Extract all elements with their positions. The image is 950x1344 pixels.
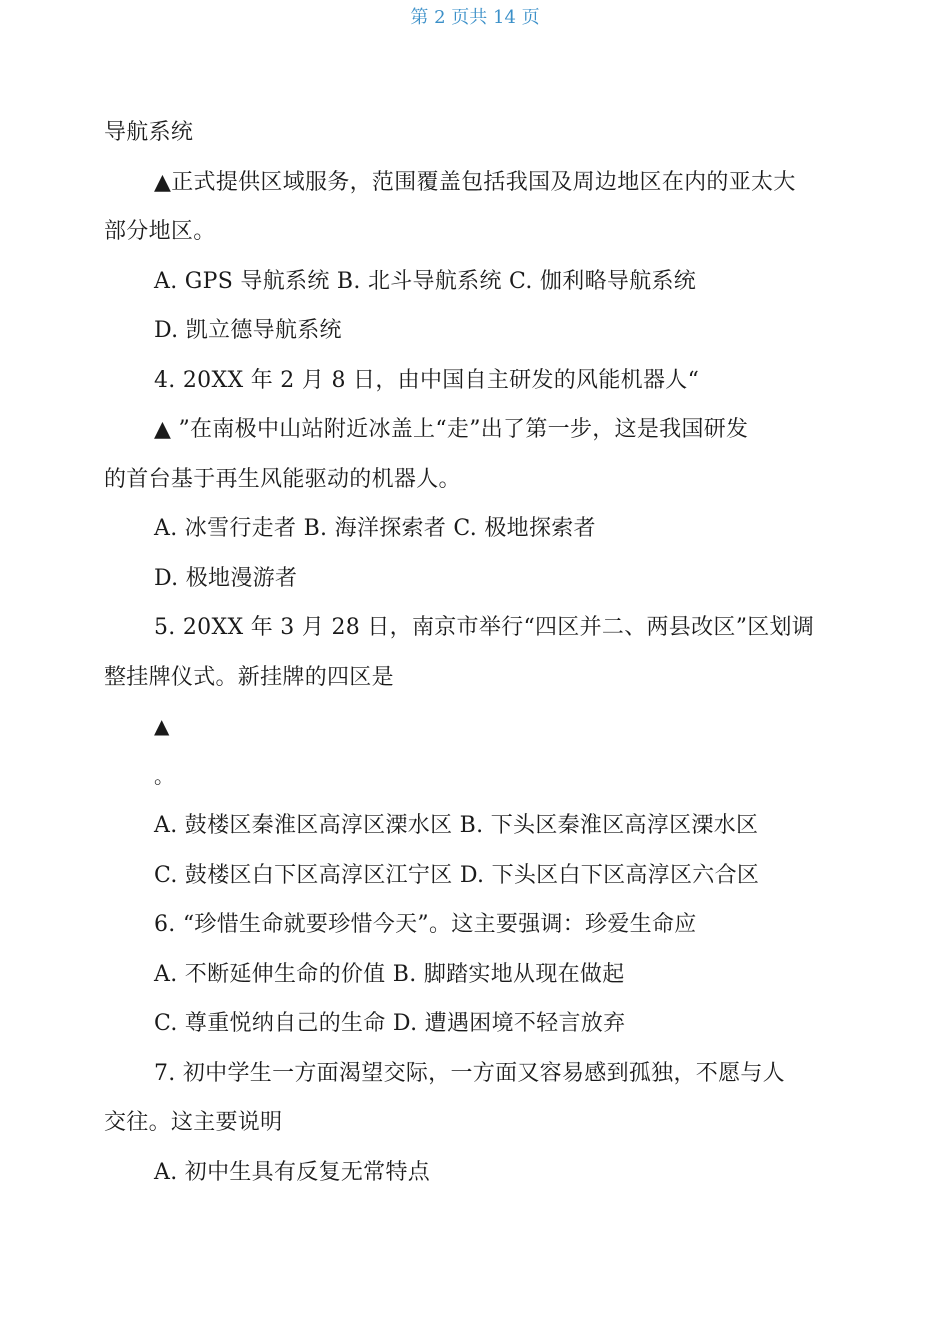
answer-options: C. 尊重悦纳自己的生命 D. 遭遇困境不轻言放弃 bbox=[154, 1011, 626, 1036]
blank-marker: ▲ bbox=[154, 714, 170, 738]
answer-options: A. 初中生具有反复无常特点 bbox=[154, 1159, 431, 1185]
answer-options: A. 不断延伸生命的价值 B. 脚踏实地从现在做起 bbox=[154, 961, 625, 987]
text-line: 。 bbox=[154, 763, 175, 788]
page-indicator: 第 2 页共 14 页 bbox=[410, 7, 540, 28]
document-body bbox=[104, 108, 849, 1197]
text-line: 整挂牌仪式。新挂牌的四区是 bbox=[104, 664, 394, 690]
question-6: 6. “珍惜生命就要珍惜今天”。这主要强调：珍爱生命应 bbox=[154, 912, 697, 937]
answer-options: A. GPS 导航系统 B. 北斗导航系统 C. 伽利略导航系统 bbox=[154, 268, 697, 294]
question-7: 7. 初中学生一方面渴望交际，一方面又容易感到孤独，不愿与人 bbox=[154, 1060, 785, 1086]
answer-options: A. 冰雪行走者 B. 海洋探索者 C. 极地探索者 bbox=[154, 516, 596, 541]
answer-options: A. 鼓楼区秦淮区高淳区溧水区 B. 下头区秦淮区高淳区溧水区 bbox=[154, 813, 759, 838]
text-line: 的首台基于再生风能驱动的机器人。 bbox=[104, 466, 461, 492]
text-line: 交往。这主要说明 bbox=[104, 1110, 283, 1135]
answer-options: D. 凯立德导航系统 bbox=[154, 318, 342, 343]
answer-options: D. 极地漫游者 bbox=[154, 565, 298, 591]
answer-options: C. 鼓楼区白下区高淳区江宁区 D. 下头区白下区高淳区六合区 bbox=[154, 862, 760, 888]
text-line: ▲ ”在南极中山站附近冰盖上“走”出了第一步，这是我国研发 bbox=[154, 417, 749, 442]
question-5: 5. 20XX 年 3 月 28 日，南京市举行“四区并二、两县改区”区划调 bbox=[154, 615, 815, 640]
question-4: 4. 20XX 年 2 月 8 日，由中国自主研发的风能机器人“ bbox=[154, 367, 700, 393]
text-line: ▲正式提供区域服务，范围覆盖包括我国及周边地区在内的亚太大 bbox=[154, 169, 796, 195]
text-line: 部分地区。 bbox=[104, 219, 216, 244]
text-line: 导航系统 bbox=[104, 120, 194, 145]
